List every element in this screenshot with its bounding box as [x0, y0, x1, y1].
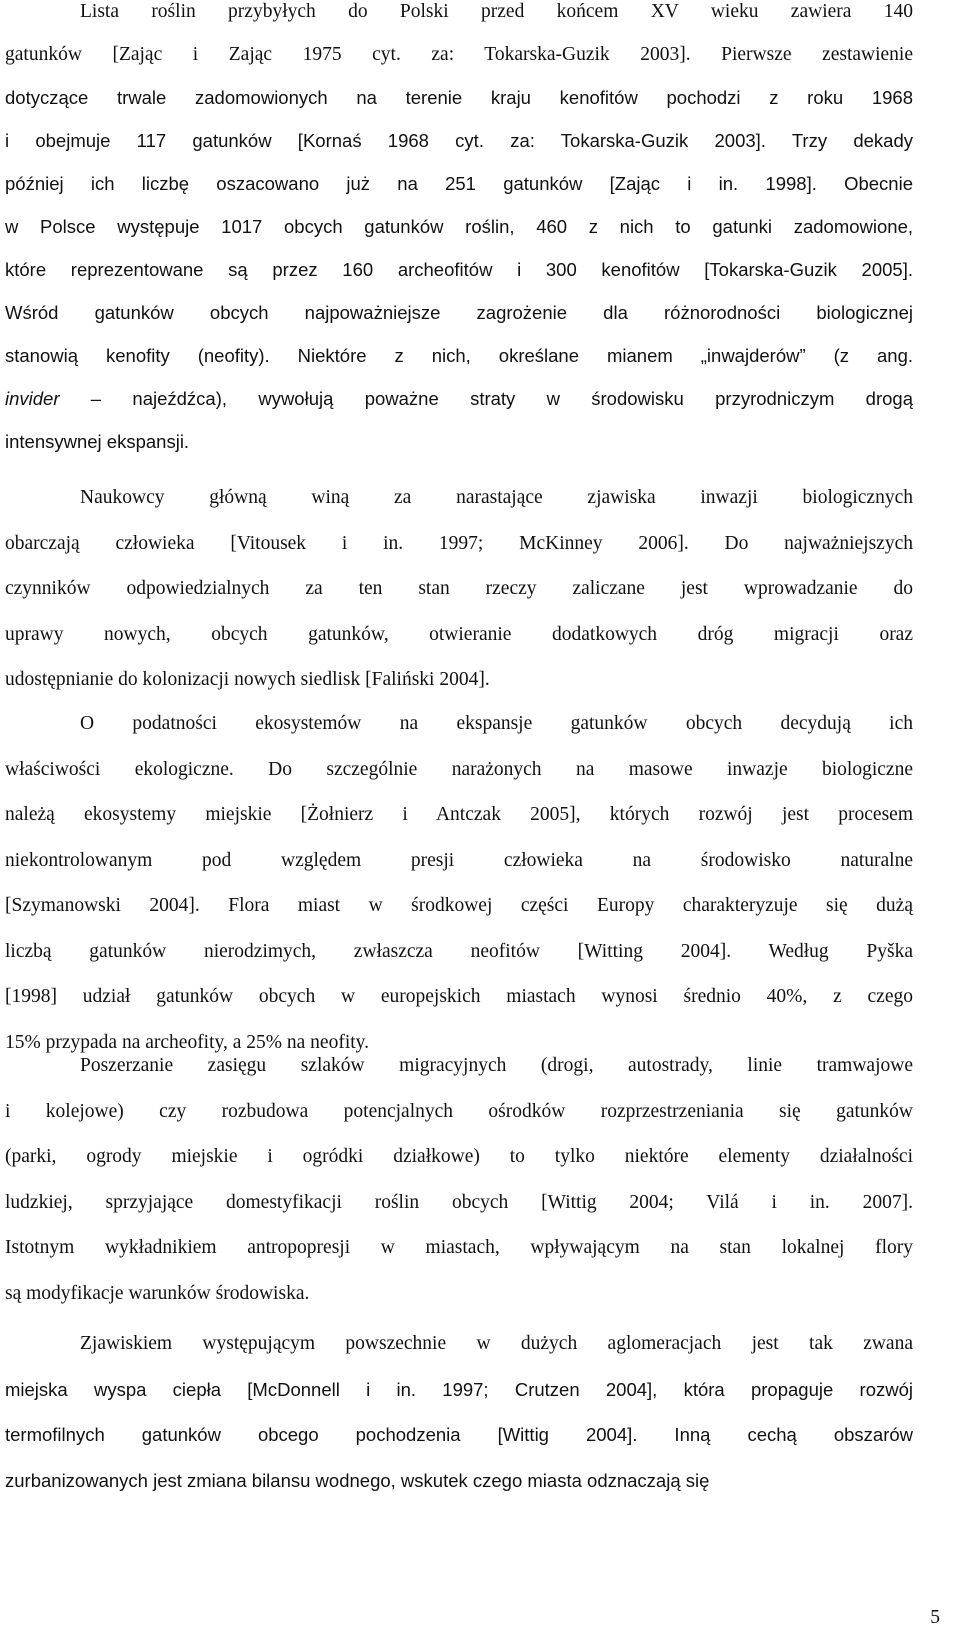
- text-segment: Lista roślin przybyłych do Polski przed końcem XV wieku zawiera 140: [80, 1, 913, 22]
- text-line: [5, 979, 913, 1015]
- text-line: [5, 662, 913, 698]
- text-line: [5, 888, 913, 924]
- text-line: [80, 706, 913, 742]
- text-segment: stanowią kenofity (neofity). Niektóre z nich, określane mianem „inwajderów” (z ang.: [5, 345, 913, 366]
- text-line: [5, 1463, 913, 1499]
- text-segment: czynników odpowiedzialnych za ten stan rzeczy zaliczane jest wprowadzanie do: [5, 578, 913, 599]
- text-segment: Naukowcy główną winą za narastające zjawiska inwazji biologicznych: [80, 487, 913, 508]
- text-segment: invider: [5, 388, 60, 409]
- text-segment: termofilnych gatunków obcego pochodzenia [Wittig 2004]. Inną cechą obszarów: [5, 1424, 913, 1445]
- text-segment: i kolejowe) czy rozbudowa potencjalnych ośrodków rozprzestrzeniania się gatunków: [5, 1100, 913, 1122]
- text-line: [5, 752, 913, 788]
- text-segment: [Szymanowski 2004]. Flora miast w środkowej części Europy charakteryzuje się dużą: [5, 895, 913, 916]
- text-line: [80, 1326, 913, 1362]
- text-line: [80, 480, 913, 516]
- text-line: [5, 617, 913, 653]
- text-segment: Zjawiskiem występującym powszechnie w dużych aglomeracjach jest tak zwana: [80, 1333, 913, 1354]
- text-line: [5, 123, 913, 159]
- text-segment: dotyczące trwale zadomowionych na terenie kraju kenofitów pochodzi z roku 1968: [5, 87, 913, 108]
- text-segment: zurbanizowanych jest zmiana bilansu wodnego, wskutek czego miasta odznaczają się: [5, 1469, 710, 1491]
- text-segment: – najeźdźca), wywołują poważne straty w środowisku przyrodniczym drogą: [59, 388, 913, 409]
- text-line: [5, 1417, 913, 1453]
- text-segment: udostępnianie do kolonizacji nowych siedlisk [Faliński 2004].: [5, 669, 490, 690]
- text-line: [5, 1094, 913, 1130]
- text-line: [5, 1139, 913, 1175]
- text-line: [5, 209, 913, 245]
- text-segment: Istotnym wykładnikiem antropopresji w miastach, wpływającym na stan lokalnej flory: [5, 1237, 913, 1258]
- text-segment: ludzkiej, sprzyjające domestyfikacji roślin obcych [Wittig 2004; Vilá i in. 2007].: [5, 1191, 913, 1213]
- text-segment: które reprezentowane są przez 160 archeofitów i 300 kenofitów [Tokarska-Guzik 2005].: [5, 259, 913, 280]
- text-line: [5, 80, 913, 116]
- text-line: [5, 424, 913, 460]
- text-line: [5, 338, 913, 374]
- text-line: [5, 381, 913, 417]
- text-line: [5, 1276, 913, 1312]
- page-number: 5: [930, 1607, 940, 1628]
- text-line: [5, 934, 913, 970]
- text-line: [80, 1048, 913, 1084]
- text-segment: (parki, ogrody miejskie i ogródki działkowe) to tylko niektóre elementy działalności: [5, 1146, 913, 1167]
- text-line: [5, 1372, 913, 1408]
- text-line: [5, 526, 913, 562]
- text-segment: należą ekosystemy miejskie [Żołnierz i Antczak 2005], których rozwój jest procesem: [5, 804, 913, 825]
- text-line: [5, 1230, 913, 1266]
- text-line: [5, 166, 913, 202]
- text-line: [80, 0, 913, 30]
- text-segment: liczbą gatunków nierodzimych, zwłaszcza neofitów [Witting 2004]. Według Pyška: [5, 940, 913, 962]
- text-line: [5, 571, 913, 607]
- text-segment: w Polsce występuje 1017 obcych gatunków roślin, 460 z nich to gatunki zadomowione,: [5, 216, 913, 237]
- text-line: [5, 295, 913, 331]
- text-line: [5, 1185, 913, 1221]
- text-line: [5, 37, 913, 73]
- text-segment: uprawy nowych, obcych gatunków, otwieranie dodatkowych dróg migracji oraz: [5, 623, 913, 645]
- text-segment: później ich liczbę oszacowano już na 251 gatunków [Zając i in. 1998]. Obecnie: [5, 173, 913, 194]
- text-segment: intensywnej ekspansji.: [5, 431, 190, 452]
- text-segment: gatunków [Zając i Zając 1975 cyt. za: Tokarska-Guzik 2003]. Pierwsze zestawienie: [5, 44, 913, 65]
- text-segment: są modyfikacje warunków środowiska.: [5, 1282, 310, 1304]
- text-segment: obarczają człowieka [Vitousek i in. 1997; McKinney 2006]. Do najważniejszych: [5, 532, 913, 554]
- text-segment: [1998] udział gatunków obcych w europejskich miastach wynosi średnio 40%, z czego: [5, 986, 913, 1007]
- text-segment: Poszerzanie zasięgu szlaków migracyjnych (drogi, autostrady, linie tramwajowe: [80, 1055, 913, 1076]
- text-line: [5, 843, 913, 879]
- text-segment: O podatności ekosystemów na ekspansje gatunków obcych decydują ich: [80, 713, 913, 734]
- text-segment: Wśród gatunków obcych najpoważniejsze zagrożenie dla różnorodności biologicznej: [5, 302, 913, 323]
- text-line: [5, 797, 913, 833]
- text-segment: 15% przypada na archeofity, a 25% na neofity.: [5, 1031, 370, 1053]
- text-line: [5, 252, 913, 288]
- text-segment: miejska wyspa ciepła [McDonnell i in. 1997; Crutzen 2004], która propaguje rozwój: [5, 1378, 913, 1400]
- text-segment: niekontrolowanym pod względem presji człowieka na środowisko naturalne: [5, 849, 913, 871]
- text-segment: i obejmuje 117 gatunków [Kornaś 1968 cyt. za: Tokarska-Guzik 2003]. Trzy dekady: [5, 130, 913, 151]
- text-segment: właściwości ekologiczne. Do szczególnie narażonych na masowe inwazje biologiczne: [5, 758, 913, 780]
